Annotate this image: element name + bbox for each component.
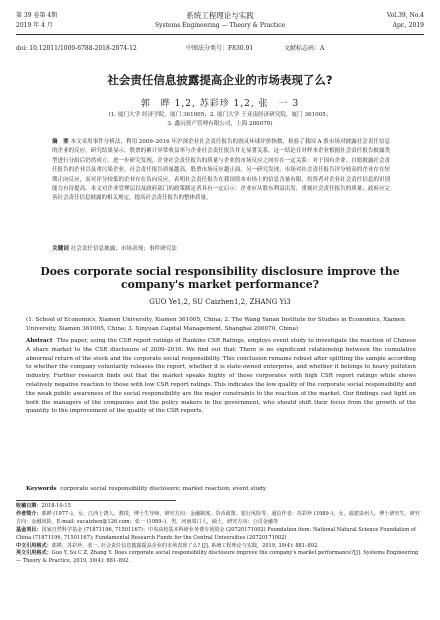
volume-cn: 第 39 卷第 4期 (16, 12, 58, 19)
citation-cn-text: 郭晔，苏彩珍，张一. 社会责任信息披露提高企业的市场表现了么? [J]. 系统工程理论与实践，2019, 39(4): 881–892. (51, 542, 319, 549)
fund-text: 国家自然科学基金 (71871196, 71501167)；中央高校基本科研业务费专项资金 (20720171002) Foundation item: National Natural Science Foundation of China (71871196, 71501167); Fundamental Research Funds for the Central Universities (20720171002) (16, 526, 416, 541)
authors-en: GUO Ye1,2, SU Caizhen1,2, ZHANG Yi3 (149, 298, 291, 306)
fund-label: 基金项目： (16, 526, 42, 533)
affiliation-cn-line: (1. 厦门大学 经济学院，厦门 361005；2. 厦门大学 王亚南经济研究院，厦门 361005； (108, 112, 332, 118)
title-cn: 社会责任信息披露提高企业的市场表现了么? (107, 73, 333, 87)
citation-en-label: 英文引用格式： (16, 550, 52, 557)
keywords-cn-label: 关键词 (52, 246, 69, 252)
footnote-rule (16, 500, 176, 501)
date-en: Apr., 2019 (392, 22, 424, 29)
abstract-en-text: This paper, using the CSR report ratings of Rankins CSR Ratings, employs event study to investigate the reaction of Chinese A share market to the CSR disclosure of 2009–2016. We find out that: There is no significant relationship between the cumulative abnormal return of the stock and the corporate social responsibility. This conclusion remains robust after splitting the sample according to whether the company voluntarily releases the report, whether it is state-owned enterprise, and whether it belongs to heavy pollution industry. Further research finds out that the market speaks highly of those corporates with high CSR report ratings while shows relatively negative reaction to those with low CSR report ratings. This indicates the low quality of the corporate social responsibility and the weak public awareness of the social responsibility are the major constraints to the reaction of the market. Our findings cast light on both the managers of the companies and the policy makers in the government, who should shift their focus from the growth of the quantity to the improvement of the quality of the CSR reports. (26, 338, 417, 415)
keywords-en (26, 486, 416, 492)
received-label: 收稿日期： (16, 503, 42, 509)
date-cn: 2019 年 4 月 (16, 22, 53, 29)
abstract-cn (52, 138, 390, 204)
header-rule (16, 34, 424, 35)
affiliation-en: (1. School of Economics, Xiamen University, Xiamen 361005, China; 2. The Wang Yanan Institute for Studies in Economics, Xiamen University, Xiamen 361005, China; 3. Xinyuan Capital Management, Shanghai 200070, China) (26, 317, 405, 332)
authors-cn: 郭 晔 1,2, 苏彩珍 1,2, 张 一 3 (140, 99, 300, 109)
affiliations-cn (0, 111, 440, 129)
abstract-en (26, 337, 416, 416)
author-bio-text: 郭晔 (1977–)，女，江西上饶人，教授，博士生导师，研究方向：金融制度、货币政策、银行风险等，通信作者：苏彩珍 (1989–)，女，福建泉州人，博士研究生，研究方向：金融风险，E-mail: sucaizhen@126.com；张一 (1989–)，男，河南周口人，硕士，研究方向：公司金融等 (16, 510, 420, 525)
author-bio (16, 511, 424, 527)
keywords-en-label: Keywords (26, 486, 57, 492)
keywords-cn (52, 244, 390, 252)
received-date (16, 503, 424, 511)
footnotes (16, 503, 424, 566)
keywords-cn-text: 社会责任信息披露；市场表现；事件研究法 (70, 246, 177, 252)
citation-en (16, 550, 424, 566)
document-code: 文献标志码：A (284, 45, 325, 52)
abstract-en-label: Abstract (26, 338, 53, 344)
volume-en: Vol.39, No.4 (386, 12, 424, 19)
keywords-en-text: corporate social responsibility disclosure; market reaction; event study (60, 486, 267, 492)
affiliation-cn-line: 3. 鑫沅资产管理有限公司，上海 200070) (167, 121, 273, 127)
title-en: Does corporate social responsibility disclosure improve the company's market performance? (40, 265, 400, 291)
author-bio-label: 作者简介： (16, 510, 42, 517)
citation-cn-label: 中文引用格式： (16, 542, 52, 549)
abstract-cn-label: 摘 要 (52, 139, 69, 145)
journal-name-en: Systems Engineering — Theory & Practice (154, 22, 286, 29)
doi: doi: 10.12011/1000-6788-2018-2074-12 (16, 45, 137, 52)
received-value: 2018-10-15 (41, 503, 71, 509)
fund-info (16, 527, 424, 543)
journal-name-cn: 系统工程理论与实践 (186, 11, 254, 20)
citation-en-text: Guo Y, Su C Z, Zhang Y. Does corporate social responsibility disclosure improve the company's market performance?[J]. Systems Engineering — Theory & Practice, 2019, 39(4): 881–892. (16, 550, 419, 565)
abstract-cn-text: 本文采用事件分析法，利用 2009–2016 年沪深企业社会责任报告的润灵环球评价指数，检验了我国 A 股市场对披露社会责任信息的企业的反应。研究结果显示，股票的累计异常收益率与企业社会责任报告并无显著关系。这一结论在对样本企业根据社会责任报告披露类型进行分组后仍然成立。进一步研究发现，企业社会责任报告的质量与企业的市场反应之间存在一定关系：对于国有企业、自愿披露社会责任报告的企业以及重污染企业，社会责任报告质量越高，股票市场反应越正面。另一研究发现，市场对社会责任报告评分较高的企业存在短期正向反应，而对评分较低的企业存在负向反应，表明社会责任报告在我国资本市场上的信息含量有限，投资者对企业社会责任信息的识别能力有待提高。本文对企业管理层以及政府部门的政策制定者具有一定启示：企业应从股东利益出发，重视社会责任报告的质量；政府应完善社会责任信息披露的相关规定，提高社会责任报告的整体质量。 (52, 139, 391, 202)
clc-number: 中图法分类号：F830.91 (186, 45, 254, 52)
